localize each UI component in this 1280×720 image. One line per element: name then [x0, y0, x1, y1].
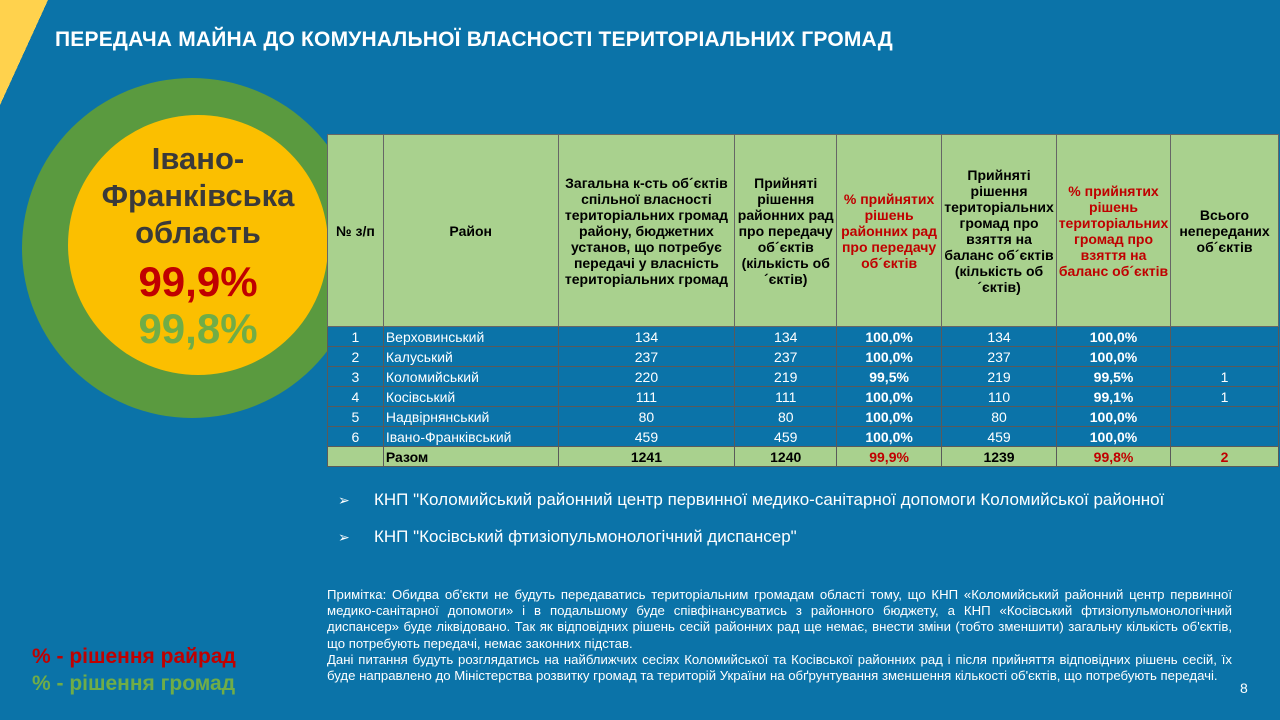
- cell-number: [328, 447, 384, 467]
- table-row: [328, 327, 1279, 347]
- cell-not-transferred: 2: [1171, 447, 1279, 467]
- cell-not-transferred: [1171, 427, 1279, 447]
- cell-total: 459: [558, 427, 735, 447]
- cell-gromad-pct: 99,5%: [1057, 367, 1171, 387]
- cell-not-transferred: 1: [1171, 387, 1279, 407]
- cell-number: 3: [328, 367, 384, 387]
- cell-gromad: 237: [942, 347, 1057, 367]
- table-header-row: [328, 135, 1279, 327]
- table-row: [328, 387, 1279, 407]
- transfer-table: [327, 134, 1279, 467]
- cell-district: Івано-Франківський: [383, 427, 558, 447]
- cell-gromad-pct: 100,0%: [1057, 427, 1171, 447]
- cell-gromad: 459: [942, 427, 1057, 447]
- cell-not-transferred: [1171, 407, 1279, 427]
- cell-gromad-pct: 100,0%: [1057, 347, 1171, 367]
- cell-rayrad: 237: [735, 347, 837, 367]
- table-row: [328, 347, 1279, 367]
- cell-not-transferred: [1171, 327, 1279, 347]
- cell-total: 220: [558, 367, 735, 387]
- cell-rayrad-pct: 100,0%: [837, 327, 942, 347]
- region-line-3: область: [135, 215, 261, 250]
- cell-number: 6: [328, 427, 384, 447]
- cell-number: 2: [328, 347, 384, 367]
- cell-gromad-pct: 99,1%: [1057, 387, 1171, 407]
- cell-rayrad-pct: 100,0%: [837, 387, 942, 407]
- arrow-bullet-icon: ➢: [338, 529, 350, 545]
- cell-total: 1241: [558, 447, 735, 467]
- arrow-bullet-icon: ➢: [338, 492, 350, 508]
- table-total-row: [328, 447, 1279, 467]
- cell-district: Верховинський: [383, 327, 558, 347]
- region-pct-rayrad: 99,9%: [138, 258, 258, 305]
- cell-number: 4: [328, 387, 384, 407]
- cell-rayrad: 80: [735, 407, 837, 427]
- header-total-objects: Загальна к-сть об´єктів спільної власності територіальних громад району, бюджетних установ, що потребує передачі у власність територіальних громад: [558, 135, 735, 327]
- cell-rayrad-pct: 99,5%: [837, 367, 942, 387]
- cell-total: 237: [558, 347, 735, 367]
- header-gromad-decisions: Прийняті рішення територіальних громад про взяття на баланс об´єктів (кількість об´єктів): [942, 135, 1057, 327]
- header-number: № з/п: [328, 135, 384, 327]
- cell-district: Калуський: [383, 347, 558, 367]
- header-gromad-pct: % прийнятих рішень територіальних громад про взяття на баланс об´єктів: [1057, 135, 1171, 327]
- region-pct-gromad: 99,8%: [138, 305, 258, 352]
- cell-total: 134: [558, 327, 735, 347]
- cell-gromad-pct: 100,0%: [1057, 327, 1171, 347]
- header-district: Район: [383, 135, 558, 327]
- footnote-paragraph-1: Примітка: Обидва об'єкти не будуть передаватись територіальним громадам області тому, що КНП «Коломийський районний центр первинної медико-санітарної допомоги» і в подальшому буде співфінансуватись з районного бюджету, а КНП «Косівський фтизіопульмонологічний диспансер» буде ліквідовано. Так як відповідних рішень сесій районних рад ще немає, внести зміни (тобто зменшити) загальну кількість об'єктів, що потребують передачі, немає законних підстав.: [327, 587, 1232, 651]
- table-row: [328, 367, 1279, 387]
- cell-gromad: 134: [942, 327, 1057, 347]
- bullet-text: КНП "Косівський фтизіопульмонологічний диспансер": [374, 527, 797, 546]
- cell-number: 1: [328, 327, 384, 347]
- footnote-paragraph-2: Дані питання будуть розглядатись на найближчих сесіях Коломийської та Косівської районних рад і після прийняття відповідних рішень сесій, їх буде направлено до Міністерства розвитку громад та територій України на обґрунтування зменшення кількості об'єктів, що потребують передачі.: [327, 651, 1232, 684]
- table-row: [328, 407, 1279, 427]
- cell-rayrad: 1240: [735, 447, 837, 467]
- footnote: [327, 587, 1232, 684]
- cell-gromad-pct: 100,0%: [1057, 407, 1171, 427]
- cell-district: Косівський: [383, 387, 558, 407]
- table-row: [328, 427, 1279, 447]
- page-title: ПЕРЕДАЧА МАЙНА ДО КОМУНАЛЬНОЇ ВЛАСНОСТІ ТЕРИТОРІАЛЬНИХ ГРОМАД: [55, 28, 893, 51]
- bullet-list: [338, 490, 1164, 564]
- cell-gromad: 110: [942, 387, 1057, 407]
- cell-rayrad: 459: [735, 427, 837, 447]
- cell-gromad: 1239: [942, 447, 1057, 467]
- cell-not-transferred: [1171, 347, 1279, 367]
- corner-decoration: [0, 0, 48, 105]
- legend-rayrad: % - рішення райрад: [32, 645, 236, 668]
- cell-total: 111: [558, 387, 735, 407]
- cell-rayrad: 134: [735, 327, 837, 347]
- header-rayrad-pct: % прийнятих рішень районних рад про передачу об´єктів: [837, 135, 942, 327]
- cell-gromad-pct: 99,8%: [1057, 447, 1171, 467]
- region-name: [60, 140, 336, 251]
- cell-gromad: 80: [942, 407, 1057, 427]
- header-rayrad-decisions: Прийняті рішення районних рад про передачу об´єктів (кількість об´єктів): [735, 135, 837, 327]
- cell-district: Надвірнянський: [383, 407, 558, 427]
- legend-gromad: % - рішення громад: [32, 672, 236, 695]
- bullet-text: КНП "Коломийський районний центр первинної медико-санітарної допомоги Коломийської районної: [374, 490, 1165, 509]
- list-item: [338, 490, 1164, 510]
- cell-number: 5: [328, 407, 384, 427]
- cell-rayrad-pct: 99,9%: [837, 447, 942, 467]
- cell-district: Коломийський: [383, 367, 558, 387]
- cell-gromad: 219: [942, 367, 1057, 387]
- cell-total: 80: [558, 407, 735, 427]
- list-item: [338, 527, 1164, 547]
- cell-not-transferred: 1: [1171, 367, 1279, 387]
- cell-district: Разом: [383, 447, 558, 467]
- cell-rayrad-pct: 100,0%: [837, 407, 942, 427]
- header-not-transferred: Всього непереданих об´єктів: [1171, 135, 1279, 327]
- cell-rayrad: 219: [735, 367, 837, 387]
- legend: [32, 645, 236, 696]
- cell-rayrad-pct: 100,0%: [837, 427, 942, 447]
- cell-rayrad-pct: 100,0%: [837, 347, 942, 367]
- region-line-2: Франківська: [101, 178, 295, 213]
- cell-rayrad: 111: [735, 387, 837, 407]
- page-number: 8: [1240, 680, 1248, 696]
- region-line-1: Івано-: [151, 141, 245, 176]
